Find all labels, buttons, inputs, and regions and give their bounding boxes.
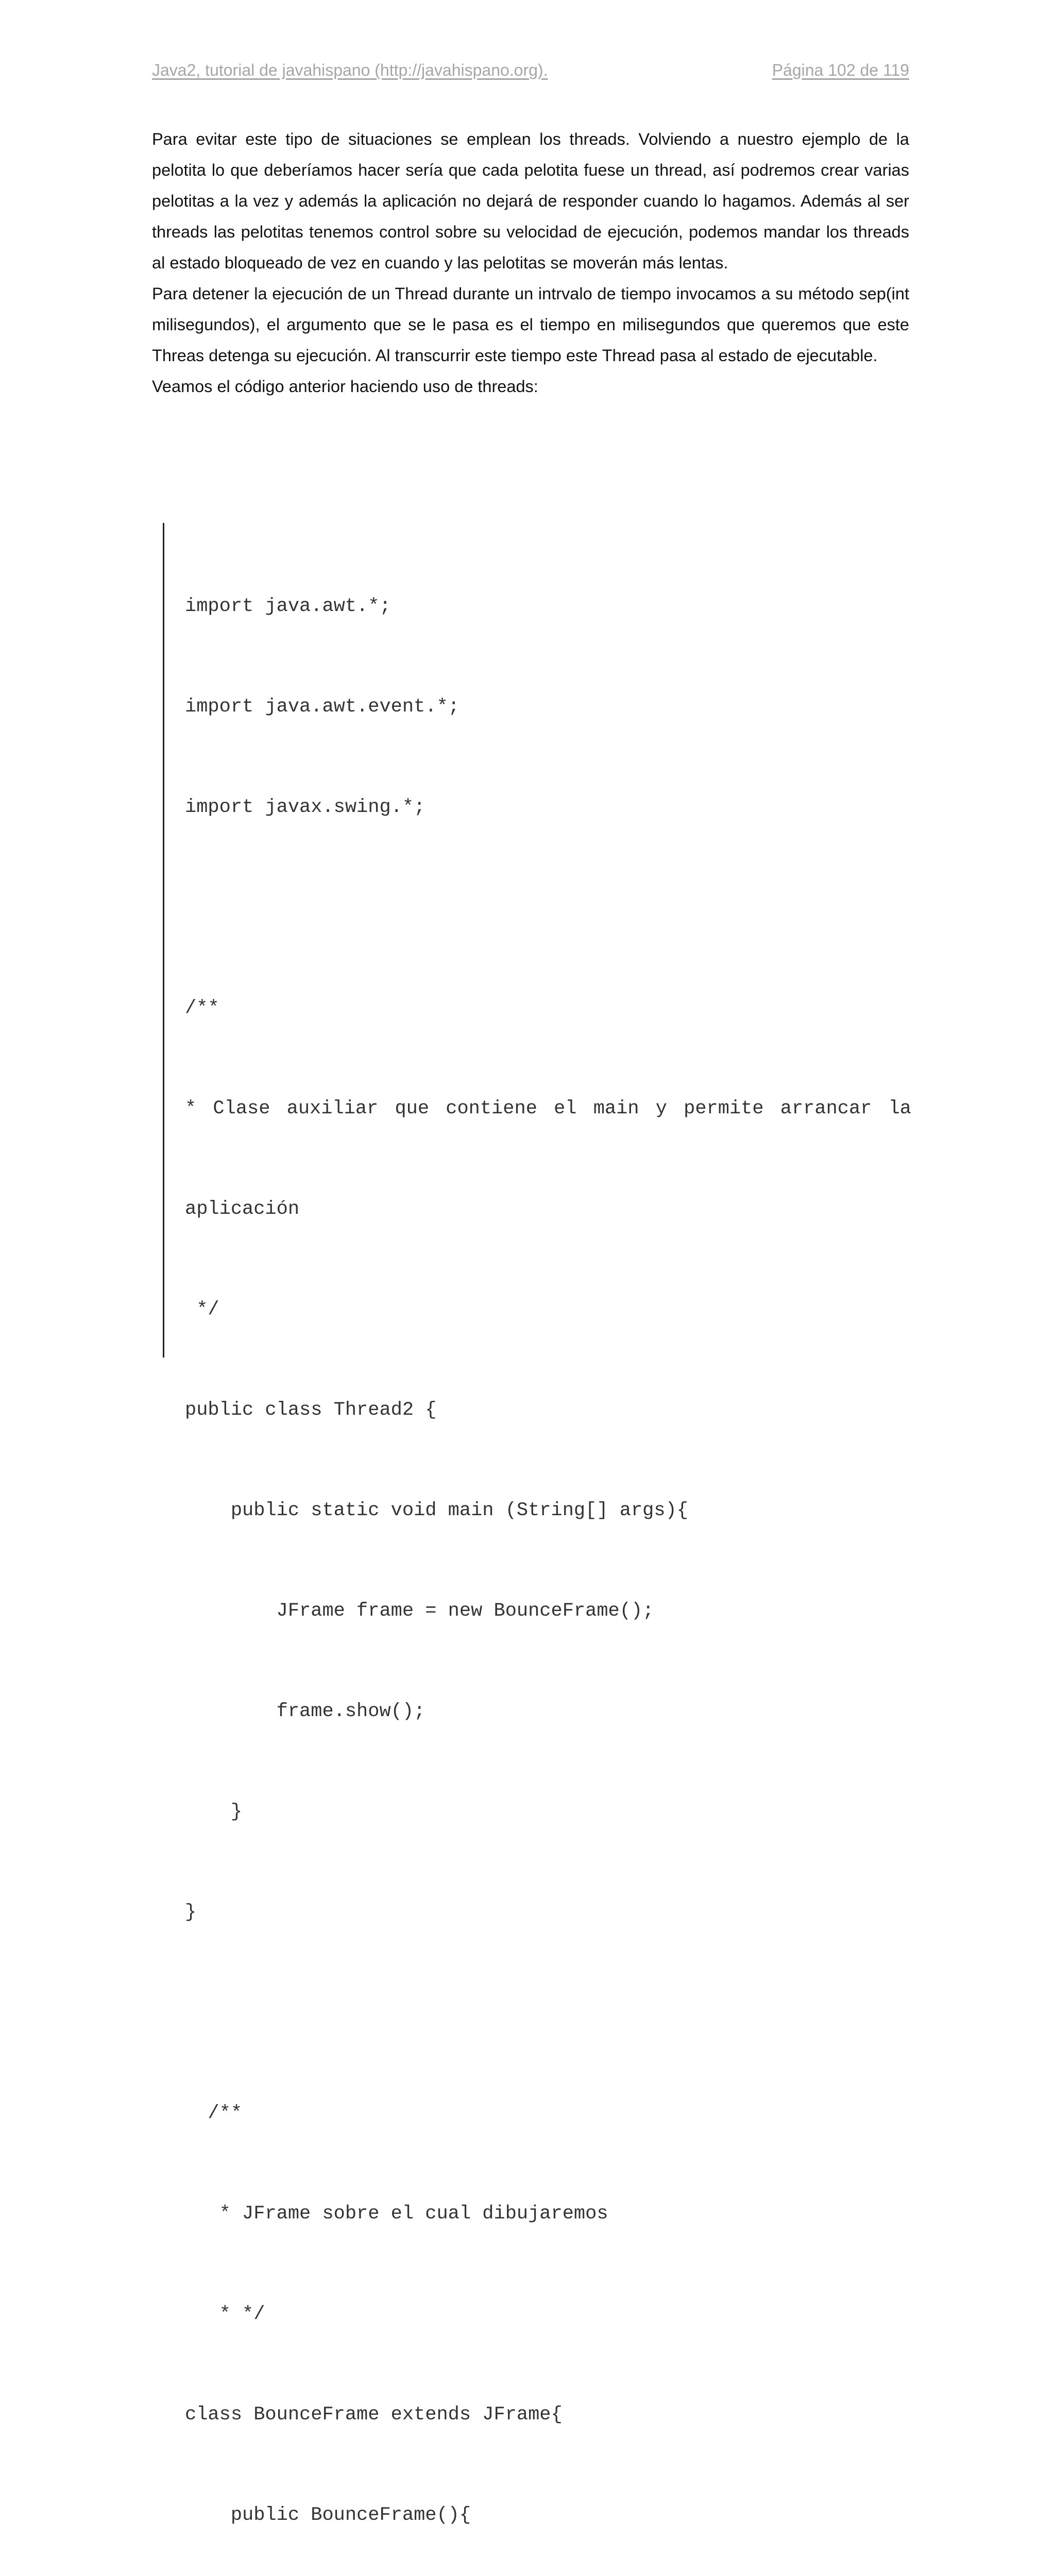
code-block	[163, 523, 916, 2526]
code-line: import java.awt.event.*;	[185, 696, 460, 718]
code-listing	[185, 523, 911, 2576]
code-line: * */	[185, 2303, 265, 2325]
code-line	[185, 1996, 911, 2030]
code-line: public BounceFrame(){	[185, 2504, 471, 2526]
paragraph: Para evitar este tipo de situaciones se emplean los threads. Volviendo a nuestro ejemplo de la pelotita lo que deberíamos hacer sería que cada pelotita fuese un thread, así podremos crear varias pelotitas a la vez y además la aplicación no dejará de responder cuando lo hagamos. Además al ser threads las pelotitas tenemos control sobre su velocidad de ejecución, podemos mandar los threads al estado bloqueado de vez en cuando y las pelotitas se moverán más lentas.	[152, 130, 909, 272]
code-line: * JFrame sobre el cual dibujaremos	[185, 2203, 608, 2225]
code-line: * Clase auxiliar que contiene el main y permite arrancar la	[185, 1098, 911, 1120]
code-line	[185, 891, 911, 925]
code-line: import javax.swing.*;	[185, 796, 426, 818]
code-line: public static void main (String[] args){	[185, 1500, 688, 1521]
code-line: /**	[185, 2103, 243, 2124]
body-text	[152, 124, 909, 402]
code-line: public class Thread2 {	[185, 1399, 437, 1421]
document-title: Java2, tutorial de javahispano (http://javahispano.org).	[152, 61, 548, 79]
code-line: class BounceFrame extends JFrame{	[185, 2404, 563, 2426]
page-number: Página 102 de 119	[772, 61, 909, 79]
code-line: }	[185, 1902, 197, 1923]
paragraph: Para detener la ejecución de un Thread durante un intrvalo de tiempo invocamos a su método sep(int milisegundos), el argumento que se le pasa es el tiempo en milisegundos que queremos que este Threas detenga su ejecución. Al transcurrir este tiempo este Thread pasa al estado de ejecutable.	[152, 284, 909, 365]
page-header	[152, 61, 909, 87]
code-line: }	[185, 1801, 243, 1823]
code-line: aplicación	[185, 1198, 300, 1220]
code-line: JFrame frame = new BounceFrame();	[185, 1600, 654, 1622]
code-line: /**	[185, 997, 219, 1019]
code-line: import java.awt.*;	[185, 596, 391, 617]
code-line: */	[185, 1299, 219, 1320]
paragraph: Veamos el código anterior haciendo uso de threads:	[152, 377, 538, 396]
code-line: frame.show();	[185, 1701, 426, 1722]
